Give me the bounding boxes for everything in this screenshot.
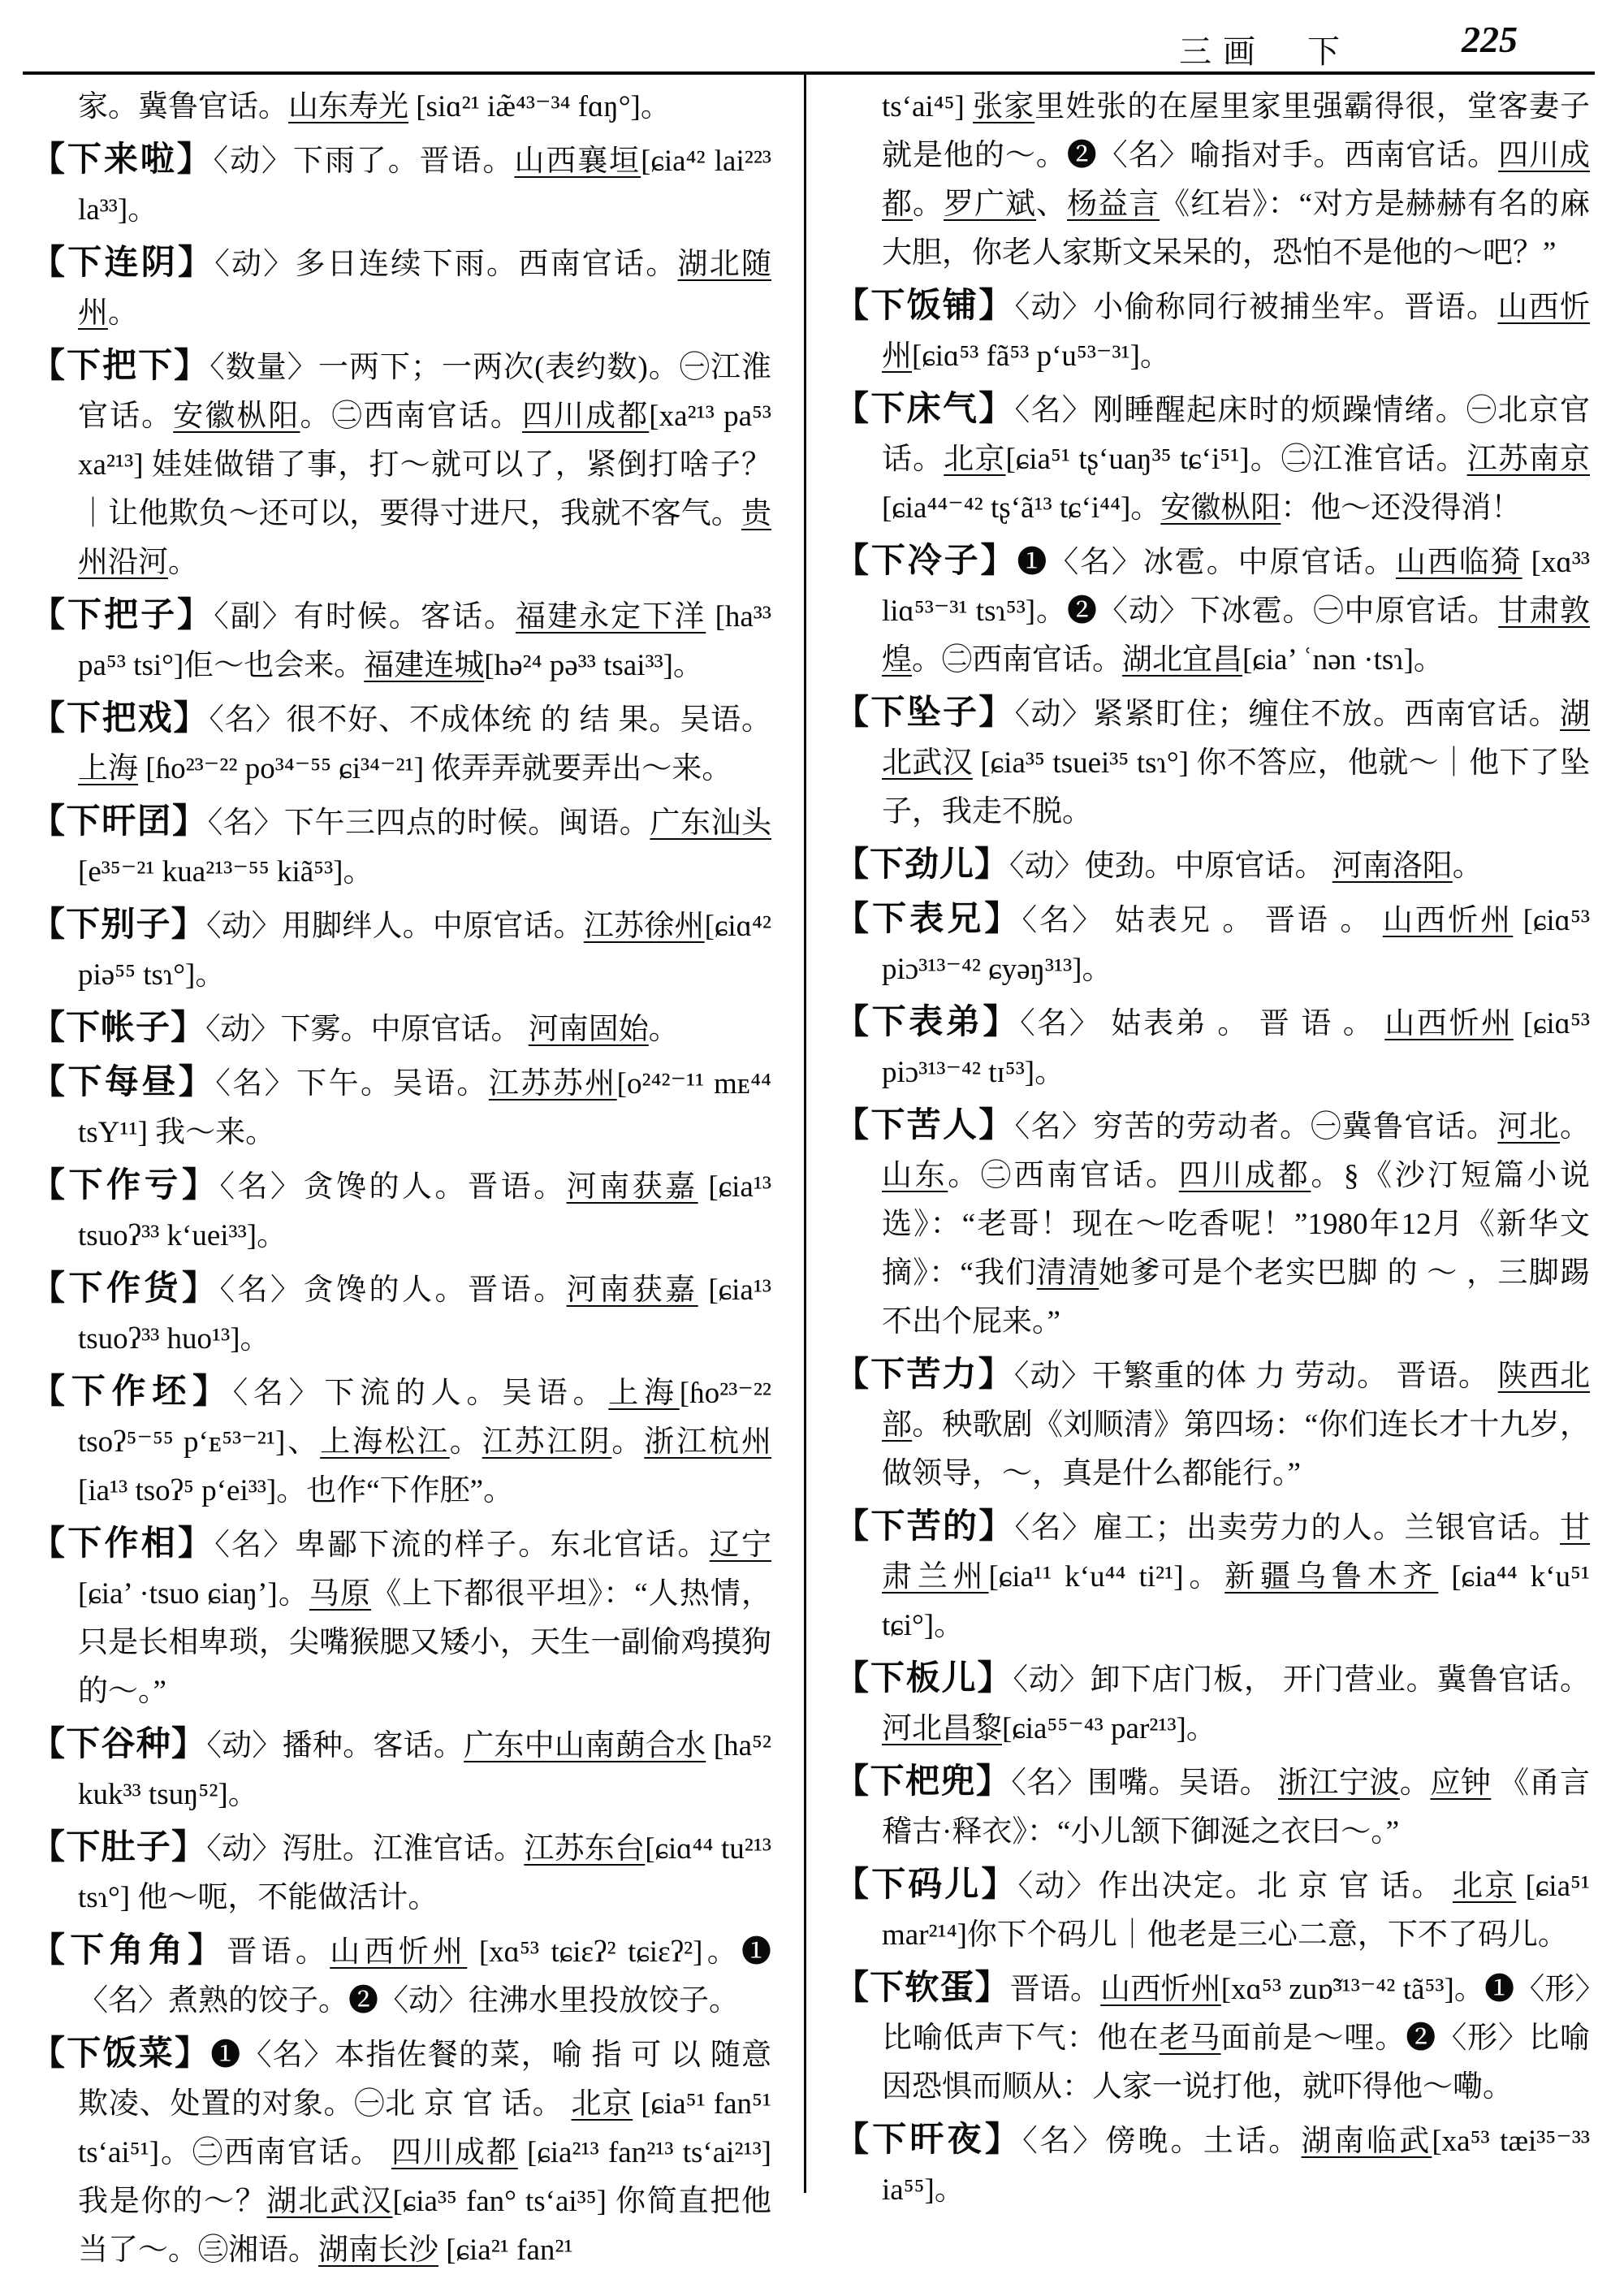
entry-body: 〈名〉下午三四点的时候。闽语。广东汕头 [e³⁵⁻²¹ kua²¹³⁻⁵⁵ kiã⁵³]。 [78,807,772,889]
entry-headword: 【下旰夜】 [835,2121,1023,2159]
dict-entry [31,798,771,897]
entry-body: 〈副〉有时候。客话。福建永定下洋 [ha³³ pa⁵³ tsi°]佢～也会来。福建连城[hə²⁴ pə³³ tsai³³]。 [78,600,771,682]
place-name: 甘肃敦煌 [882,595,1590,677]
dict-entry [31,83,771,132]
dict-entry [31,591,771,690]
place-name: 河南获嘉 [566,1274,698,1307]
place-name: 河南获嘉 [566,1170,698,1204]
entry-headword: 【下杷兜】 [835,1763,1012,1801]
place-name: 山西忻州 [1384,1007,1514,1040]
dict-entry [31,1058,771,1157]
entry-body: 〈动〉使劲。中原官话。 河南洛阳。 [1009,850,1483,883]
place-name: 罗广斌 [944,188,1037,221]
dict-entry [31,1265,771,1364]
entry-headword: 【下肚子】 [31,1829,207,1866]
dict-entry [31,1004,771,1054]
place-name: 河北昌黎 [882,1712,1002,1745]
entry-headword: 【下别子】 [31,906,206,944]
place-name: 湖南长沙 [318,2234,438,2267]
entry-body: 〈名〉下午。吴语。江苏苏州[o²⁴²⁻¹¹ mᴇ⁴⁴ tsY¹¹] 我～来。 [78,1067,771,1149]
dict-entry [835,83,1590,278]
place-name: 山西临猗 [1395,546,1522,579]
place-name: 山西忻州 [882,291,1591,373]
header-radical-label: 下 [1307,33,1340,70]
place-name: 山东 [882,1159,948,1192]
dict-entry [835,1101,1590,1347]
dict-entry [31,2030,771,2275]
entry-body: ❶〈名〉本指佐餐的菜，喻 指 可 以 随意欺凌、处置的对象。㊀北 京 官 话。 北京 [ɕia⁵¹ fan⁵¹ ts‘ai⁵¹]。㊁西南官话。 四川成都 [ɕia²¹³ fan²¹³ ts‘ai²¹³] 我是你的～？湖北武汉[ɕia³⁵ fan° ts‘ai³⁵] 你简直把他当了～。㊂湘语。湖南长沙 [ɕia²¹ fan²¹ [78,2039,772,2267]
place-name: 北京 [1452,1870,1517,1903]
dict-entry [835,2116,1590,2215]
column-divider [804,75,806,2193]
place-name: 老马 [1159,2022,1221,2055]
dict-entry [835,841,1590,891]
dict-entry [835,1861,1590,1960]
entry-body: 〈名〉傍晚。土话。湖南临武[xa⁵³ tæi³⁵⁻³³ ia⁵⁵]。 [882,2125,1591,2207]
place-name: 浙江杭州 [644,1425,772,1459]
entry-body: ts‘ai⁴⁵] 张家里姓张的在屋里家里强霸得很，堂客妻子就是他的～。❷〈名〉喻指对手。西南官话。四川成都。罗广斌、杨益言《红岩》：“对方是赫赫有名的麻大胆，你老人家斯文呆呆的，恐怕不是他的～吧？” [882,90,1591,270]
entry-headword: 【下把戏】 [31,700,209,737]
dict-entry [835,385,1590,533]
dict-entry [31,1520,771,1716]
entry-body: ❶〈名〉冰雹。中原官话。山西临猗 [xɑ³³ liɑ⁵³⁻³¹ tsɿ⁵³]。❷〈动〉下冰雹。㊀中原官话。甘肃敦煌。㊁西南官话。湖北宜昌[ɕia’ ʿnən ·tsɿ]。 [882,546,1591,677]
entry-headword: 【下表兄】 [835,901,1022,938]
entry-headword: 【下角角】 [31,1932,227,1970]
entry-headword: 【下作相】 [31,1525,215,1563]
entry-body: 〈名〉下流的人。吴语。上海[ɦo²³⁻²² tsoʔ⁵⁻⁵⁵ p‘ᴇ⁵³⁻²¹]、上海松江。江苏江阴。浙江杭州[ia¹³ tsoʔ⁵ p‘ei³³]。也作“下作胚”。 [78,1377,772,1507]
entry-body: 〈名〉围嘴。吴语。 浙江宁波。应钟 《甬言稽古·释衣》：“小儿颔下御涎之衣曰～。” [882,1767,1591,1849]
place-name: 山东寿光 [288,90,408,123]
entry-headword: 【下饭菜】 [31,2035,211,2073]
header-rule [23,71,1595,75]
place-name: 四川成都 [391,2136,518,2169]
place-name: 四川成都 [882,139,1591,221]
dict-entry [31,1368,771,1516]
entry-body: 〈名〉贪馋的人。晋语。河南获嘉 [ɕia¹³ tsuoʔ³³ k‘uei³³]。 [78,1170,772,1252]
place-name: 山西忻州 [330,1935,468,1969]
entry-headword: 【下作坯】 [31,1373,233,1411]
place-name: 山西忻州 [1100,1973,1221,2006]
dict-entry [31,1161,771,1261]
dict-entry [31,239,771,338]
entry-headword: 【下每昼】 [31,1064,216,1101]
dict-entry [835,537,1590,685]
place-name: 江苏南京 [1466,443,1591,476]
place-name: 河北 [1497,1110,1561,1144]
dict-entry [31,1720,771,1819]
entry-headword: 【下床气】 [835,391,1015,428]
place-name: 江苏东台 [524,1832,646,1866]
entry-headword: 【下把子】 [31,597,214,634]
entry-body: 〈名〉卑鄙下流的样子。东北官话。辽宁 [ɕia’ ·tsuo ɕiaŋ’]。马原《上下都很平坦》：“人热情，只是长相卑琐，尖嘴猴腮又矮小，天生一副偷鸡摸狗的～。” [78,1529,771,1708]
entry-body: 〈名〉刚睡醒起床时的烦躁情绪。㊀北京官话。北京[ɕia⁵¹ tʂ‘uaŋ³⁵ tɕ‘i⁵¹]。㊁江淮官话。江苏南京[ɕia⁴⁴⁻⁴² tʂ‘ã¹³ tɕ‘i⁴⁴]。安徽枞阳：他～还没得消！ [882,394,1591,525]
page-header [0,11,1592,70]
entry-body: 〈名〉 姑表弟 。 晋 语 。 山西忻州 [ɕiɑ⁵³ piɔ³¹³⁻⁴² tɪ⁵³]。 [882,1007,1591,1089]
place-name: 浙江宁波 [1277,1767,1400,1800]
entry-headword: 【下帐子】 [31,1010,206,1047]
dict-entry [835,282,1590,381]
place-name: 山西忻州 [1382,904,1514,937]
entry-headword: 【下苦的】 [835,1508,1015,1546]
dict-entry [835,1758,1590,1857]
place-name: 清清 [1036,1256,1099,1290]
entry-body: 〈动〉小偷称同行被捕坐牢。晋语。山西忻州[ɕiɑ⁵³ fã⁵³ p‘u⁵³⁻³¹]。 [882,291,1591,373]
entry-headword: 【下饭铺】 [835,288,1015,325]
place-name: 福建永定下洋 [516,600,706,634]
place-name: 上海松江 [320,1425,450,1459]
place-name: 江苏苏州 [488,1067,617,1101]
entry-body: 晋语。山西忻州[xɑ⁵³ zuɒ̃³¹³⁻⁴² tã⁵³]。❶〈形〉比喻低声下气：他在老马面前是～哩。❷〈形〉比喻因恐惧而顺从：人家一说打他，就吓得他～嘞。 [882,1973,1591,2104]
place-name: 上海 [78,752,138,785]
place-name: 新疆乌鲁木齐 [1224,1560,1439,1594]
place-name: 广东中山南蓢合水 [464,1729,706,1762]
dict-entry [31,1927,771,2026]
entry-body: 〈名〉很不好、不成体统 的 结 果。吴语。上海 [ɦo²³⁻²² po³⁴⁻⁵⁵ ɕi³⁴⁻²¹] 侬弄弄就要弄出～来。 [78,703,771,785]
entry-headword: 【下劲儿】 [835,846,1010,884]
place-name: 江苏徐州 [583,910,705,943]
entry-body: 〈动〉紧紧盯住；缠住不放。西南官话。湖北武汉 [ɕia³⁵ tsuei³⁵ tsɿ°] 你不答应，他就～｜他下了坠子，我走不脱。 [882,698,1591,828]
place-name: 安徽枞阳 [1160,491,1281,525]
dict-entry [835,1964,1590,2112]
dict-entry [31,1823,771,1922]
entry-headword: 【下连阴】 [31,244,215,282]
entry-body: 〈名〉穷苦的劳动者。㊀冀鲁官话。河北。山东。㊁西南官话。四川成都。§《沙汀短篇小说选》：“老哥！现在～吃香呢！”1980年12月《新华文摘》：“我们清清她爹可是个老实巴脚 的 ～ ，三脚踢不出个屁来。” [882,1110,1591,1338]
place-name: 贵州沿河 [78,497,771,579]
place-name: 马原 [309,1577,372,1611]
entry-headword: 【下旰囝】 [31,803,208,841]
entry-headword: 【下苦人】 [835,1107,1015,1144]
place-name: 四川成都 [1178,1159,1311,1192]
dict-entry [31,694,771,794]
entry-headword: 【下苦力】 [835,1356,1014,1394]
place-name: 张家 [973,90,1035,123]
place-name: 山西襄垣 [514,145,641,178]
right-column [835,83,1590,2219]
entry-body: 〈动〉作出决定。北 京 官 话。 北京 [ɕia⁵¹ mar²¹⁴]你下个码儿｜他老是三心二意，下不了码儿。 [882,1870,1590,1952]
dict-entry [31,901,771,1000]
entry-body: 〈动〉播种。客话。广东中山南蓢合水 [ha⁵² kuk³³ tsuŋ⁵²]。 [78,1729,771,1811]
place-name: 杨益言 [1067,188,1160,221]
entry-headword: 【下软蛋】 [835,1970,1010,2007]
place-name: 应钟 [1430,1767,1492,1800]
place-name: 江苏江阴 [482,1425,612,1459]
entry-body: 〈动〉下雾。中原官话。 河南固始。 [205,1013,679,1046]
entry-body: 〈名〉贪馋的人。晋语。河南获嘉 [ɕia¹³ tsuoʔ³³ huo¹³]。 [78,1274,772,1356]
dict-entry [31,136,771,235]
left-column [31,83,771,2279]
entry-body: 〈动〉下雨了。晋语。山西襄垣[ɕia⁴² lai²²³ la³³]。 [78,145,771,227]
place-name: 北京 [571,2087,633,2121]
entry-body: 〈名〉 姑表兄 。 晋语 。 山西忻州 [ɕiɑ⁵³ piɔ³¹³⁻⁴² ɕyəŋ³¹³]。 [882,904,1591,986]
entry-body: 〈动〉泻肚。江淮官话。江苏东台[ɕiɑ⁴⁴ tu²¹³ tsɿ°] 他～呃，不能做活计。 [78,1832,771,1914]
entry-headword: 【下作货】 [31,1270,220,1308]
dict-entry [835,689,1590,837]
place-name: 四川成都 [521,400,650,433]
entry-headword: 【下冷子】 [835,543,1017,580]
place-name: 陕西北部 [882,1360,1591,1442]
place-name: 北京 [944,443,1006,476]
entry-headword: 【下来啦】 [31,141,214,179]
place-name: 安徽枞阳 [173,400,300,433]
place-name: 湖北武汉 [266,2185,393,2218]
place-name: 广东汕头 [650,807,772,840]
place-name: 河南固始 [528,1013,649,1046]
dict-entry [835,1503,1590,1650]
place-name: 湖北宜昌 [1122,643,1242,677]
place-name: 河南洛阳 [1332,850,1453,883]
entry-body: 〈动〉用脚绊人。中原官话。江苏徐州[ɕiɑ⁴² piə⁵⁵ tsɿ°]。 [78,910,771,992]
entry-body: 晋语。山西忻州 [xɑ⁵³ tɕiɛʔ² tɕiɛʔ²]。❶〈名〉煮熟的饺子。❷〈动〉往沸水里投放饺子。 [78,1935,771,2017]
entry-body: 〈动〉卸下店门板， 开门营业。冀鲁官话。河北昌黎[ɕia⁵⁵⁻⁴³ par²¹³]。 [882,1663,1590,1745]
place-name: 上海 [608,1377,680,1410]
entry-headword: 【下作亏】 [31,1167,220,1204]
page-number: 225 [1462,19,1518,60]
entry-body: 家。冀鲁官话。山东寿光 [siɑ²¹ iæ̃⁴³⁻³⁴ fɑŋ°]。 [78,90,671,123]
dict-entry [31,342,771,587]
entry-headword: 【下把下】 [31,348,210,385]
entry-body: 〈动〉干繁重的体 力 劳动。 晋语。 陕西北部。秧歌剧《刘顺清》第四场：“你们连长才十九岁，做领导，～，真是什么都能行。” [882,1360,1591,1490]
place-name: 甘肃兰州 [882,1511,1590,1594]
place-name: 辽宁 [709,1529,771,1562]
dict-entry [835,895,1590,994]
place-name: 湖北武汉 [882,698,1590,780]
entry-headword: 【下表弟】 [835,1004,1021,1041]
dict-entry [835,1654,1590,1754]
entry-headword: 【下谷种】 [31,1726,207,1763]
entry-headword: 【下板儿】 [835,1660,1013,1697]
entry-headword: 【下码儿】 [835,1866,1018,1904]
dict-entry [835,998,1590,1097]
place-name: 福建连城 [364,649,485,682]
header-section-label: 三画 [1179,33,1267,70]
place-name: 湖北随州 [78,248,771,330]
entry-body: 〈数量〉一两下；一两次(表约数)。㊀江淮官话。安徽枞阳。㊁西南官话。四川成都[xa²¹³ pa⁵³ xa²¹³] 娃娃做错了事，打～就可以了，紧倒打啥子？｜让他欺负～还可以，要得寸进尺，我就不客气。贵州沿河。 [78,351,772,579]
dict-entry [835,1351,1590,1498]
entry-headword: 【下坠子】 [835,694,1015,732]
place-name: 湖南临武 [1301,2125,1432,2158]
entry-body: 〈名〉雇工；出卖劳力的人。兰银官话。甘肃兰州[ɕia¹¹ k‘u⁴⁴ ti²¹]。新疆乌鲁木齐 [ɕia⁴⁴ k‘u⁵¹ tɕi°]。 [882,1511,1591,1642]
entry-body: 〈动〉多日连续下雨。西南官话。湖北随州。 [78,248,771,330]
